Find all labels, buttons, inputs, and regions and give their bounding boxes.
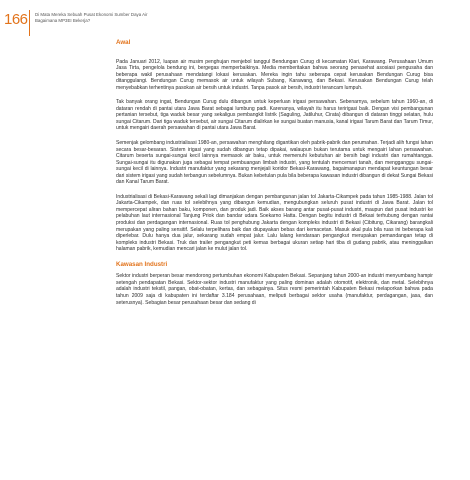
running-head (35, 12, 235, 24)
section-heading-awal: Awal (116, 39, 131, 46)
paragraph: Tak banyak orang ingat, Bendungan Curug dulu dibangun untuk keperluan irigasi persawahan. Sebenarnya, sebelum tahun 1960-an, di dataran rendah di pantai utara Jawa Barat sebagai lumbung padi. Karenanya, wilayah itu harus teririgasi baik. Dengan visi pembangunan pertanian tersebut, tiga waduk besar yang sekaligus pembangkit listrik (Saguling, Jatiluhur, Cirata) dibangun di dataran tinggi selatan, hulu sungai Citarum. Dari tiga waduk tersebut, air sungai Citarum dialirkan ke sungai buatan manusia, kanal irigasi Tarum Barat dan Tarum Timur, untuk mengairi daerah persawahan di pantai utara Jawa Barat. (116, 99, 433, 132)
page-number: 166 (4, 11, 28, 28)
paragraph: Industrialisasi di Bekasi-Karawang sekali lagi dimanjakan dengan pembangunan jalan tol Jakarta-Cikampek pada tahun 1985-1988. Jalan tol Jakarta-Cikampek, dan ruas tol selebihnya yang dibangun kemudian, mengubungkan seluruh pusat industri di Jawa Barat. Jalan tol mempercepat aliran bahan baku, komponen, dan produk jadi. Baik akses barang antar pusat-pusat industri, maupun dari pusat industri ke pelabuhan laut internasional Tanjung Priok dan bandar udara Soekarno Hatta. Dengan begitu industri di Bekasi terhubung dengan rantai produksi dan perdagangan internasional. Ruas tol penghubung Jakarta dengan kompleks industri di Bekasi (Cibitung, Cikarang) barangkali merupakan yang paling sensitif. Selalu terpelihara baik dan diupayakan bebas dari kemacetan. Masuk akal pula bila ruas ini beberapa kali diperlebar. Dulu hanya dua jalur, sekarang sudah empat jalur. Lalu lalang kendaraan pengangkut merupakan pemandangan tetap di kompleks industri Bekasi. Truk dan trailer pengangkut peti kemas berbagai ukuran setiap hari tiba di gudang pabrik, atau meninggalkan halaman pabrik, kemudian mencari jalan ke mulut jalan tol. (116, 193, 433, 253)
header-divider (29, 10, 30, 36)
body-text (116, 40, 433, 314)
running-head-line-2: Bagaimana MP3EI Bekerja? (35, 18, 91, 23)
paragraph: Sektor industri berperan besar mendorong pertumbuhan ekonomi Kabupaten Bekasi. Sepanjang tahun 2000-an industri menyumbang hampir setengah pendapatan Bekasi. Sektor-sektor industri manufaktur yang paling dominan adalah otomotif, elektronik, dan metal. Selebihnya adalah industri tekstil, pangan, obat-obatan, kertas, dan sebagainya. Situs resmi pemerintah Kabupaten Bekasi melaporkan bahwa pada tahun 2009 saja di kabupaten ini terdaftar 3.184 perusahaan, meliputi berbagai sektor usaha (manufaktur, perdagangan, jasa, dan seterusnya). Sebagian besar perusahaan besar dan sedang di (116, 273, 433, 306)
section-heading-kawasan-industri: Kawasan Industri (116, 260, 168, 268)
paragraph: Pada Januari 2012, luapan air musim penghujan menjebol tanggul Bendungan Curug di kecamatan Klari, Karawang. Perusahaan Umum Jasa Tirta, pengelola bendung ini, bergegas memperbaikinya. Media memberitakan bahwa seorang penasehat asosiasi pengusaha dan beberapa wakil perusahaan mendatangi lokasi kerusakan. Mereka ingin tahu seberapa cepat kerusakan Bendungan Curug bisa ditanggulangi. Bendungan Curug memasok air untuk wilayah Subang, Karawang, dan Bekasi. Kerusakan Bendungan Curug telah menyebabkan terhentinya pasokan air bersih untuk industri. Tanpa pasok air bersih, industri terancam lumpuh. (116, 58, 433, 91)
running-head-line-1: Di Mata Mereka Sebuah Pusat Ekonomi Sumber Daya Air (35, 12, 148, 17)
paragraph: Semenjak gelombang industrialisasi 1980-an, persawahan menghilang digantikan oleh pabrik-pabrik dan perumahan. Terjadi alih fungsi lahan secara besar-besaran. Sistem irigasi yang sudah dibangun tetap dipakai, walaupun bukan terutama untuk mengairi lahan persawahan. Citarum beserta sungai-sungai kecil lainnya memasok air baku, untuk memenuhi kebutuhan air bersih bagi industri dan rumahtangga. Sungai-sungai itu digunakan juga sebagai tempat pembuangan limbah industri, yang tentulah mencemari tanah, dan mengganggu sungai-sungai kecil di lainnya. Industri manufaktur yang sekarang menjejali koridor Bekasi-Karawang, bagaimanapun mendapat keuntungan besar dari sistem irigasi yang sudah terbangun sebelumnya. Bukan kebetulan pula bila beberapa kawasan industri dibangun di dekat Sungai Bekasi dan Kanal Tarum Barat. (116, 140, 433, 186)
